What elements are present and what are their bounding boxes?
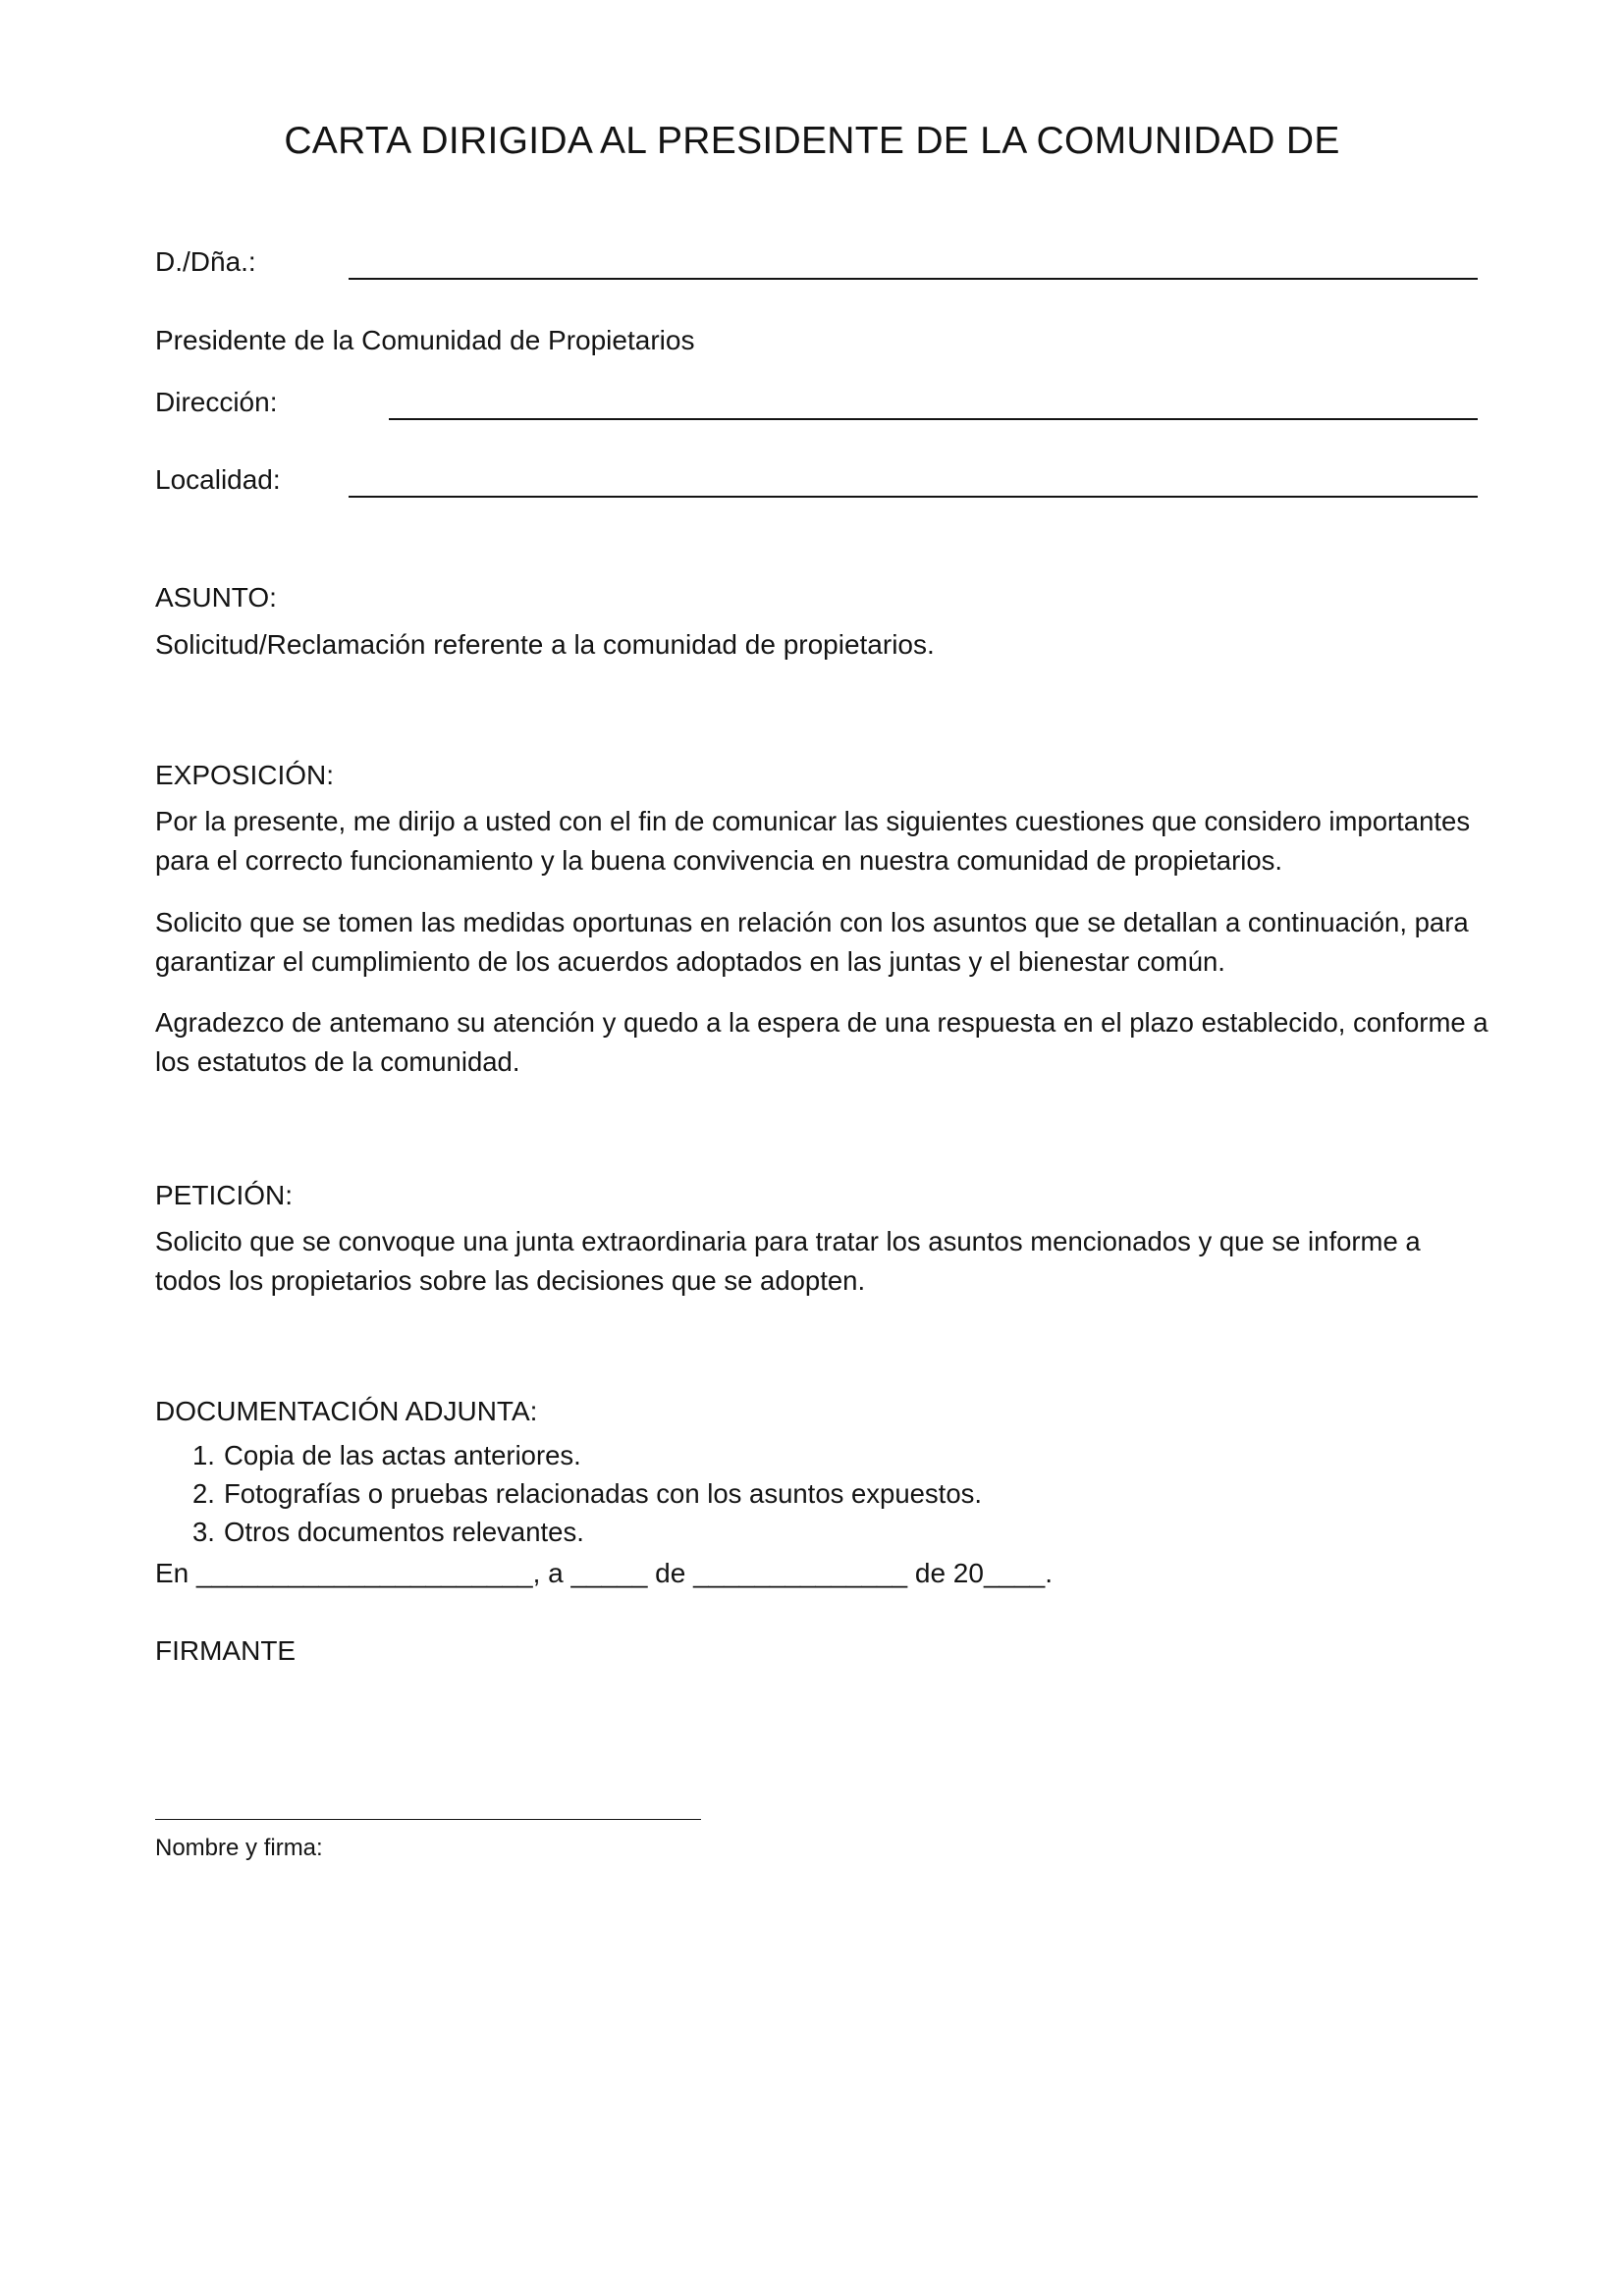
exposition-heading: EXPOSICIÓN:: [155, 760, 335, 790]
exposition-paragraph: Agradezco de antemano su atención y quedo a la espera de una respuesta en el plazo establecido, conforme a los estatutos de la comunidad.: [155, 1007, 1489, 1077]
list-item-text: Otros documentos relevantes.: [224, 1517, 584, 1547]
recipient-address-label: Dirección:: [155, 387, 278, 417]
date-place-line[interactable]: En ______________________, a _____ de ______________ de 20____.: [155, 1558, 1054, 1588]
subject-text: Solicitud/Reclamación referente a la comunidad de propietarios.: [155, 629, 935, 660]
subject-heading: ASUNTO:: [155, 582, 277, 613]
attachments-list: [155, 1436, 982, 1551]
document-title: CARTA DIRIGIDA AL PRESIDENTE DE LA COMUNIDAD DE: [284, 120, 1340, 162]
exposition-paragraph: Solicito que se tomen las medidas oportunas en relación con los asuntos que se detallan a continuación, para garantizar el cumplimiento de los acuerdos adoptados en las juntas y el bienestar común.: [155, 907, 1469, 977]
list-item-number: 2.: [192, 1478, 215, 1509]
list-item: [155, 1513, 982, 1551]
list-item-number: 3.: [192, 1517, 215, 1547]
petition-heading: PETICIÓN:: [155, 1180, 294, 1210]
exposition-paragraph: Por la presente, me dirijo a usted con el fin de comunicar las siguientes cuestiones que considero importantes para el correcto funcionamiento y la buena convivencia en nuestra comunidad de propietarios.: [155, 806, 1471, 876]
list-item: [155, 1474, 982, 1513]
attachments-heading: DOCUMENTACIÓN ADJUNTA:: [155, 1396, 538, 1426]
recipient-name-label: D./Dña.:: [155, 246, 256, 277]
signature-line[interactable]: [155, 1819, 701, 1820]
list-item-number: 1.: [192, 1440, 215, 1470]
signer-heading: FIRMANTE: [155, 1635, 297, 1666]
signature-label: Nombre y firma:: [155, 1835, 323, 1861]
recipient-name-line[interactable]: [349, 278, 1478, 280]
recipient-address-line[interactable]: [389, 418, 1478, 420]
list-item-text: Copia de las actas anteriores.: [224, 1440, 581, 1470]
recipient-locality-line[interactable]: [349, 496, 1478, 498]
list-item: [155, 1436, 982, 1474]
recipient-role: Presidente de la Comunidad de Propietarios: [155, 325, 695, 355]
petition-text: Solicito que se convoque una junta extraordinaria para tratar los asuntos mencionados y que se informe a todos los propietarios sobre las decisiones que se adopten.: [155, 1226, 1421, 1296]
recipient-locality-label: Localidad:: [155, 464, 281, 495]
list-item-text: Fotografías o pruebas relacionadas con los asuntos expuestos.: [224, 1478, 983, 1509]
